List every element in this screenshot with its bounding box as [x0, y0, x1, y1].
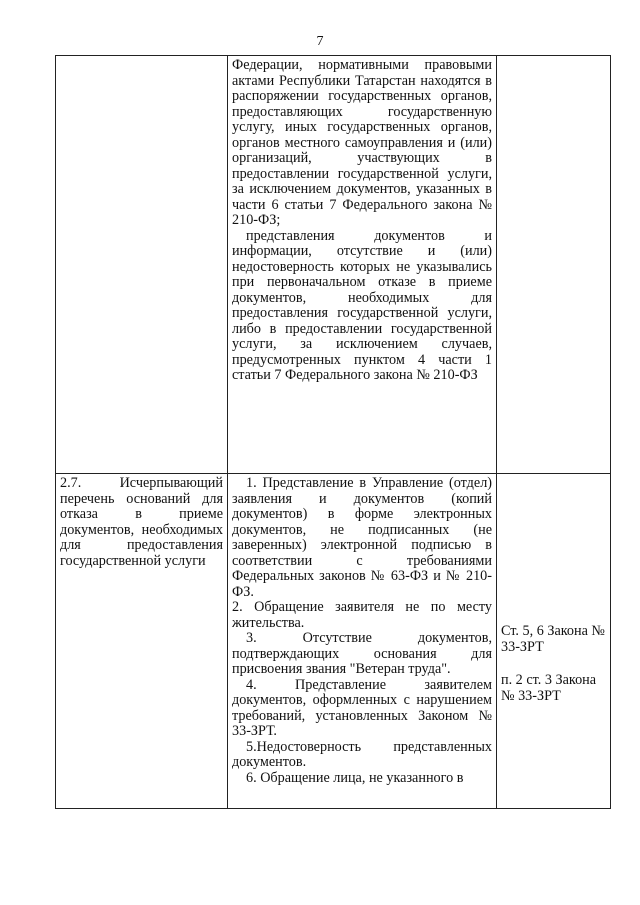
row2-col3-cell [497, 474, 611, 809]
row2-col1-cell [56, 474, 228, 809]
row1-paragraph-1: Федерации, нормативными правовыми актами Республики Татарстан находятся в распоряжении государственных органов, предоставляющих государственную услугу, иных государственных органов, органов местного самоуправления и (или) организаций, участвующих в предоставлении государственной услуги, за исключением документов, указанных в части 6 статьи 7 Федерального закона № 210-ФЗ; [232, 57, 492, 228]
refusal-ground-6: 6. Обращение лица, не указанного в [246, 769, 464, 786]
refusal-ground-4: 4. Представление заявителем документов, оформленных с нарушением требований, установленных Законом № 33-ЗРТ. [232, 676, 492, 739]
row2-col2-cell [228, 474, 497, 809]
refusal-ground-2: 2. Обращение заявителя не по месту жительства. [232, 599, 492, 631]
row1-col2-cell [228, 56, 497, 474]
refusal-ground-5: 5.Недостоверность представленных документов. [232, 738, 492, 770]
row1-col3-cell [497, 56, 611, 474]
section-2-7-title: 2.7. Исчерпывающий перечень оснований для отказа в приеме документов, необходимых для предоставления государственной услуги [60, 475, 223, 569]
page-number: 7 [316, 34, 324, 49]
services-table [55, 55, 611, 809]
row1-col1-cell [56, 56, 228, 474]
refusal-ground-3: 3. Отсутствие документов, подтверждающих основания для присвоения звания "Ветеран труда". [232, 630, 492, 677]
refusal-ground-1: 1. Представление в Управление (отдел) заявления и документов (копий документов) в форме электронных документов, не подписанных (не заверенных) электронной подписью в соответствии с требованиями Федеральных законов № 63-ФЗ и № 210-ФЗ. [232, 475, 492, 600]
table-row [56, 474, 611, 809]
legal-reference-2: п. 2 ст. 3 Закона № 33-ЗРТ [501, 672, 597, 704]
legal-references [501, 476, 606, 704]
legal-reference-1: Ст. 5, 6 Закона № 33-ЗРТ [501, 623, 605, 655]
row1-paragraph-2: представления документов и информации, отсутствие и (или) недостоверность которых не указывались при первоначальном отказе в приеме документов, необходимых для предоставления государственной услуги, либо в предоставлении государственной услуги, за исключением случаев, предусмотренных пунктом 4 части 1 статьи 7 Федерального закона № 210-ФЗ [232, 227, 492, 383]
table-row [56, 56, 611, 474]
